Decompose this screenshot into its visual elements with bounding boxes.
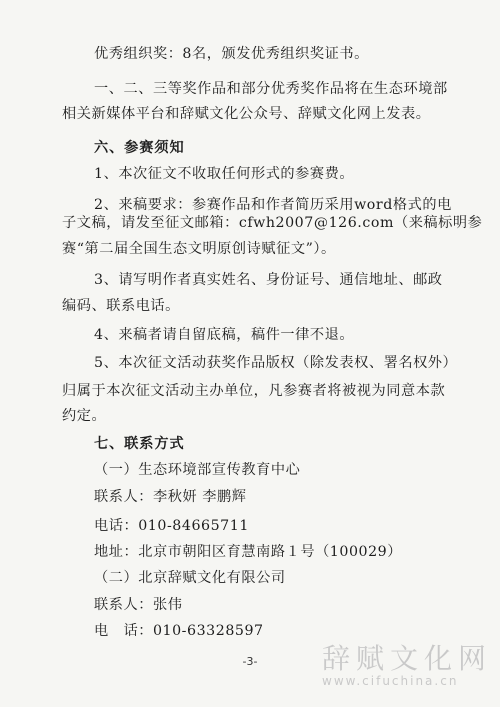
- contact-person-1: 联系人：李秋妍 李鹏辉: [94, 489, 247, 505]
- notice-item-5-cont: 归属于本次征文活动主办单位，凡参赛者将被视为同意本款: [62, 383, 446, 399]
- award-line: 优秀组织奖：8名，颁发优秀组织奖证书。: [94, 46, 369, 62]
- page-number: -3-: [242, 655, 258, 668]
- paragraph-line: 相关新媒体平台和辞赋文化公众号、辞赋文化网上发表。: [62, 106, 431, 122]
- notice-item-3-cont: 编码、联系电话。: [62, 298, 180, 314]
- notice-item-1: 1、本次征文不收取任何形式的参赛费。: [94, 166, 355, 182]
- contact-phone-2: 电 话：010-63328597: [94, 623, 264, 639]
- notice-item-2-cont: 子文稿，请发至征文邮箱：cfwh2007@126.com（来稿标明参: [62, 215, 483, 231]
- section-heading-seven: 七、联系方式: [94, 436, 185, 452]
- notice-item-3: 3、请写明作者真实姓名、身份证号、通信地址、邮政: [94, 272, 443, 288]
- paragraph-line: 一、二、三等奖作品和部分优秀奖作品将在生态环境部: [94, 81, 448, 97]
- notice-item-2-cont: 赛“第二届全国生态文明原创诗赋征文”）。: [62, 241, 336, 257]
- contact-org-2: （二）北京辞赋文化有限公司: [94, 570, 286, 586]
- notice-item-5: 5、本次征文活动获奖作品版权（除发表权、署名权外）: [94, 355, 458, 371]
- contact-phone-1: 电话：010-84665711: [94, 518, 249, 534]
- notice-item-4: 4、来稿者请自留底稿，稿件一律不退。: [94, 327, 355, 343]
- notice-item-5-cont: 约定。: [62, 408, 107, 424]
- section-heading-six: 六、参赛须知: [94, 140, 185, 156]
- watermark-url: www.cifuchina.cn: [322, 674, 459, 688]
- watermark-logo-text: 辞赋文化网: [322, 642, 493, 675]
- contact-address-1: 地址：北京市朝阳区育慧南路１号（100029）: [94, 544, 402, 560]
- notice-item-2: 2、来稿要求：参赛作品和作者简历采用word格式的电: [94, 197, 452, 213]
- contact-org-1: （一）生态环境部宣传教育中心: [94, 462, 301, 478]
- contact-person-2: 联系人：张伟: [94, 597, 183, 613]
